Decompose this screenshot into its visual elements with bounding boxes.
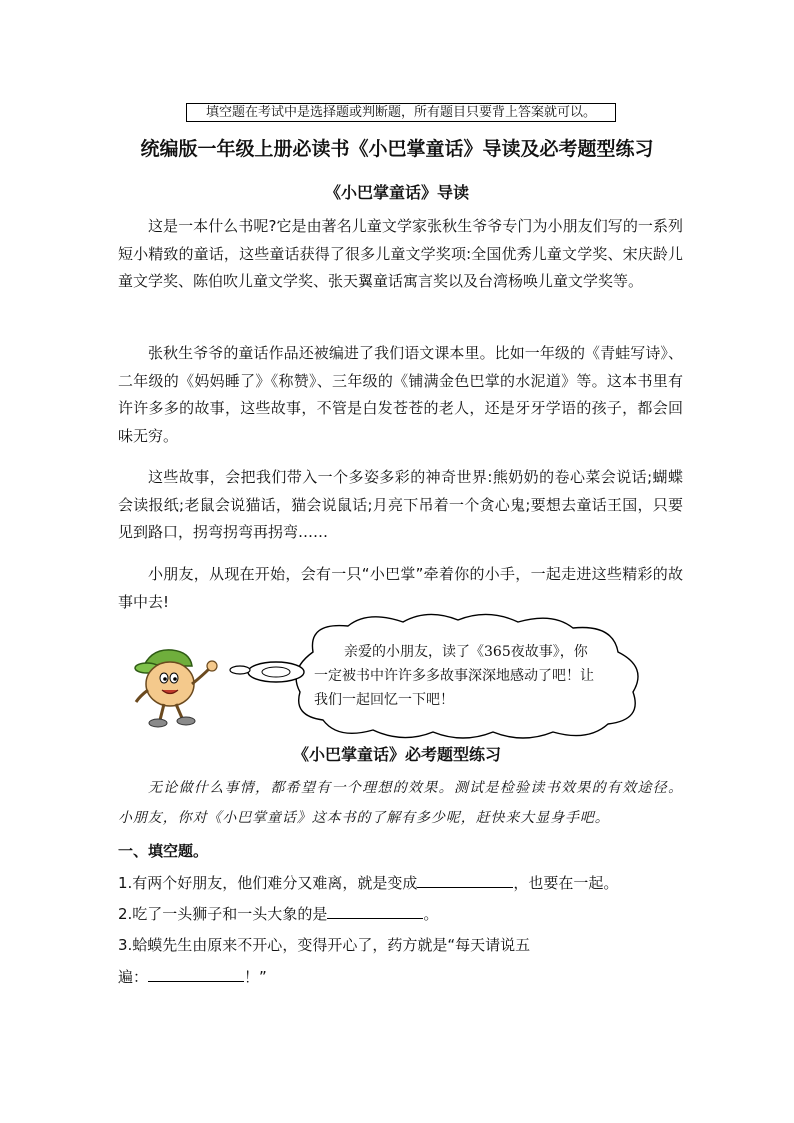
question-3-text: 遍： xyxy=(118,968,149,986)
answer-blank-1[interactable] xyxy=(417,873,513,888)
exercise-title: 《小巴掌童话》必考题型练习 xyxy=(292,745,501,764)
mascot-illustration xyxy=(120,640,230,730)
question-3: 3.蛤蟆先生由原来不开心，变得开心了，药方就是“每天请说五 xyxy=(118,936,531,954)
question-1-tail: ，也要在一起。 xyxy=(513,874,619,892)
answer-blank-3[interactable] xyxy=(148,967,244,982)
question-3-tail: ！” xyxy=(244,968,267,986)
exercise-intro: 无论做什么事情，都希望有一个理想的效果。测试是检验读书效果的有效途径。小朋友，你对《小巴掌童话》这本书的了解有多少呢，赶快来大显身手吧。 xyxy=(118,780,683,826)
question-3-continued xyxy=(118,966,267,987)
question-2 xyxy=(118,903,438,924)
question-1 xyxy=(118,872,618,893)
main-title: 统编版一年级上册必读书《小巴掌童话》导读及必考题型练习 xyxy=(140,138,654,160)
question-1-text: 1.有两个好朋友，他们难分又难离，就是变成 xyxy=(118,874,418,892)
guide-paragraph-2: 张秋生爷爷的童话作品还被编进了我们语文课本里。比如一年级的《青蛙写诗》、二年级的《妈妈睡了》《称赞》、三年级的《铺满金色巴掌的水泥道》等。这本书里有许许多多的故事，这些故事，不管是白发苍苍的老人，还是牙牙学语的孩子，都会回味无穷。 xyxy=(118,344,683,445)
question-2-tail: 。 xyxy=(423,905,439,923)
guide-title: 《小巴掌童话》导读 xyxy=(324,183,469,202)
section-heading: 一、填空题。 xyxy=(118,842,209,860)
guide-paragraph-1: 这是一本什么书呢?它是由著名儿童文学家张秋生爷爷专门为小朋友们写的一系列短小精致的童话，这些童话获得了很多儿童文学奖项:全国优秀儿童文学奖、宋庆龄儿童文学奖、陈伯吹儿童文学奖、张天翼童话寓言奖以及台湾杨唤儿童文学奖等。 xyxy=(118,217,683,290)
notice-box: 填空题在考试中是选择题或判断题，所有题目只要背上答案就可以。 xyxy=(186,103,616,122)
speech-bubble-text: 亲爱的小朋友，读了《365夜故事》，你一定被书中许许多多故事深深地感动了吧！让我们一起回忆一下吧！ xyxy=(314,644,594,708)
guide-paragraph-3: 这些故事，会把我们带入一个多姿多彩的神奇世界:熊奶奶的卷心菜会说话;蝴蝶会读报纸;老鼠会说猫话，猫会说鼠话;月亮下吊着一个贪心鬼;要想去童话王国，只要见到路口，拐弯拐弯再拐弯…… xyxy=(118,468,683,541)
question-2-text: 2.吃了一头狮子和一头大象的是 xyxy=(118,905,328,923)
guide-paragraph-4: 小朋友，从现在开始，会有一只“小巴掌”牵着你的小手，一起走进这些精彩的故事中去! xyxy=(118,565,683,611)
answer-blank-2[interactable] xyxy=(327,904,423,919)
